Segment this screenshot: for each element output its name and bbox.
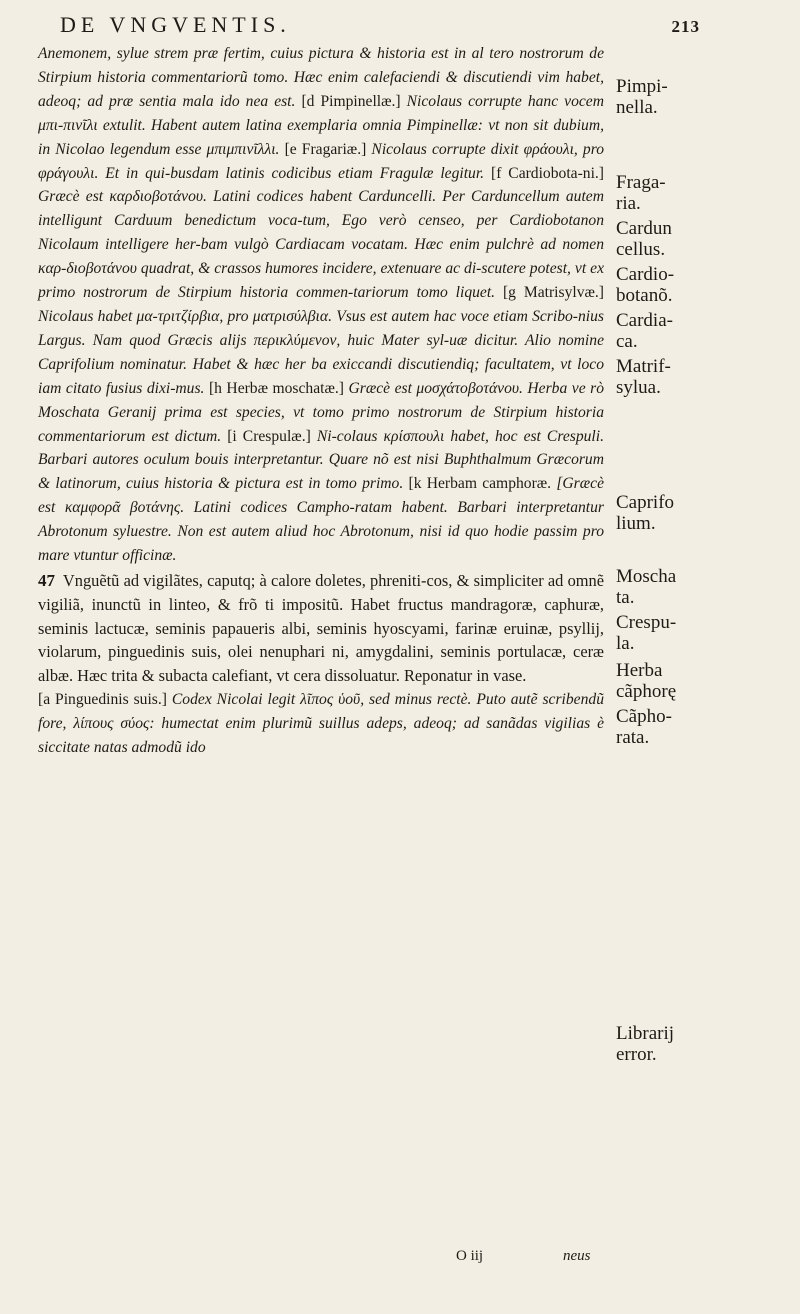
margin-note-moschata: Moscha ta. [616, 566, 677, 608]
signature-mark: O iij [456, 1248, 484, 1264]
text-run: Codex Nicolai legit λῖπος ὑοῦ, sed minus rectè. Puto autẽ scribendũ fore, λίπους σύος: humectat enim plurimũ suillus adeps, adeoq; ad sanãdas vigilias è siccitate natas admodũ ido [38, 690, 604, 756]
margin-note-pimpinella: Pimpi- nella. [616, 76, 668, 118]
margin-note-cardiaca: Cardia- ca. [616, 310, 673, 352]
page-number: 213 [671, 17, 700, 36]
text-run: Nicolaus corrupte dixit φράουλι, pro φράγουλι. Et in qui-busdam latinis codicibus etiam Fragulæ legitur. [38, 140, 605, 182]
catchword: neus [563, 1248, 591, 1264]
margin-note-carduncellus: Cardun cellus. [616, 218, 672, 260]
lemma: [a Pinguedinis suis.] [38, 690, 167, 708]
margin-note-crespula: Crespu- la. [616, 612, 677, 654]
margin-note-caprifolium: Caprifo lium. [616, 492, 675, 534]
lemma: [i Crespulæ.] [227, 427, 311, 445]
main-text-column [38, 42, 604, 760]
text-run: Græcè est καρδιοβοτάνου. Latini codices habent Carduncelli. Per Carduncellum autem intelligunt Carduum benedictum voca-tum, Ego verò censeo, per Cardiobotanon Nicolaum intelligere her-bam vulgò Cardiacam vocatam. Hæc enim pulchrè ad nomen καρ-διοβοτάνου quadrat, & crassos humores incidere, extenuare ac di-scutere potest, vt ex primo nostrorum de Stirpium historia commen-tariorum tomo liquet. [38, 188, 604, 302]
margin-note-fragaria: Fraga- ria. [616, 172, 666, 214]
text-run: Nicolaus corrupte hanc vocem μπι-πινῖλι extulit. Habent autem latina exemplaria omnia Pimpinellæ: vt non sit dubium, in Nicolao legendum esse μπιμπινῖλλι. [38, 92, 604, 158]
margin-note-librarij-error: Librarij error. [616, 1023, 675, 1065]
recipe-entry [38, 569, 604, 688]
commentary-paragraph [38, 688, 604, 760]
margin-note-herba-camphore: Herba cãphorę [616, 660, 677, 702]
text-run: Nicolaus habet μα-τριτζίρβια, pro ματρισύλβια. Vsus est autem hac voce etiam Scribo-nius Largus. Nam quod Græcis alijs περικλύμενον, huic Mater syl-uæ dicitur. Alio nomine Caprifolium nominatur. Habet & hæc her ba exiccandi discutiendiq; facultatem, vt loco iam citato fusius dixi-mus. [38, 307, 604, 397]
lemma: [h Herbæ moschatæ.] [208, 379, 344, 397]
lemma: [g Matrisylvæ.] [502, 284, 604, 302]
text-run: Græcè est μοσχάτοβοτάνου. Herba ve rò Moschata Geranij prima est species, vt tomo primo nostrorum de Stirpium historia commentariorum est dictum. [38, 379, 604, 445]
running-header [60, 12, 700, 38]
margin-note-cardiobotanon: Cardio- botanõ. [616, 264, 675, 306]
text-run: Ni-colaus κρίσπουλι habet, hoc est Crespuli. Barbari autores oculum bouis interpretantur. Quare nõ est nisi Buphthalmum Græcorum & latinorum, cuius historia & pictura est in tomo primo. [38, 427, 604, 493]
lemma: [e Fragariæ.] [284, 140, 367, 158]
header-title: DE VNGVENTIS. [60, 12, 291, 37]
entry-number: 47 [38, 570, 55, 590]
commentary-paragraph [38, 42, 604, 568]
margin-note-camphorata: Cãpho- rata. [616, 706, 672, 748]
margin-note-matrisylua: Matrif- sylua. [616, 356, 671, 398]
lemma: [d Pimpinellæ.] [301, 92, 401, 110]
entry-text: Vnguẽtũ ad vigilãtes, caputq; à calore doletes, phreniti-cos, & simpliciter ad omnẽ vigiliã, inunctũ in linteo, & frõ ti impositũ. Habet fructus mandragoræ, caphuræ, seminis lactucæ, seminis papaueris albi, seminis hyoscyami, farinæ eruinæ, psyllij, violarum, pinguedinis suis, olei nenuphari ni, amygdalini, seminis portulacæ, ceræ albæ. Hæc trita & subacta calefiant, vt cera dissoluatur. Reponatur in vase. [38, 570, 604, 686]
lemma: [k Herbam camphoræ. [408, 475, 552, 493]
text-run: Anemonem, sylue strem præ fertim, cuius pictura & historia est in al tero nostrorum de Stirpium historia commentariorũ tomo. Hæc enim calefaciendi & discutiendi vim habet, adeoq; ad præ sentia mala ido nea est. [38, 45, 604, 110]
lemma: [f Cardiobota-ni.] [491, 164, 604, 182]
text-run: [Græcè est καμφορᾶ βοτάνης. Latini codices Campho-ratam habent. Barbari interpretantur Abrotonum syluestre. Non est autem aliud hoc Abrotonum, nisi id quo hodie passim pro mare vtuntur officinæ. [38, 475, 604, 565]
